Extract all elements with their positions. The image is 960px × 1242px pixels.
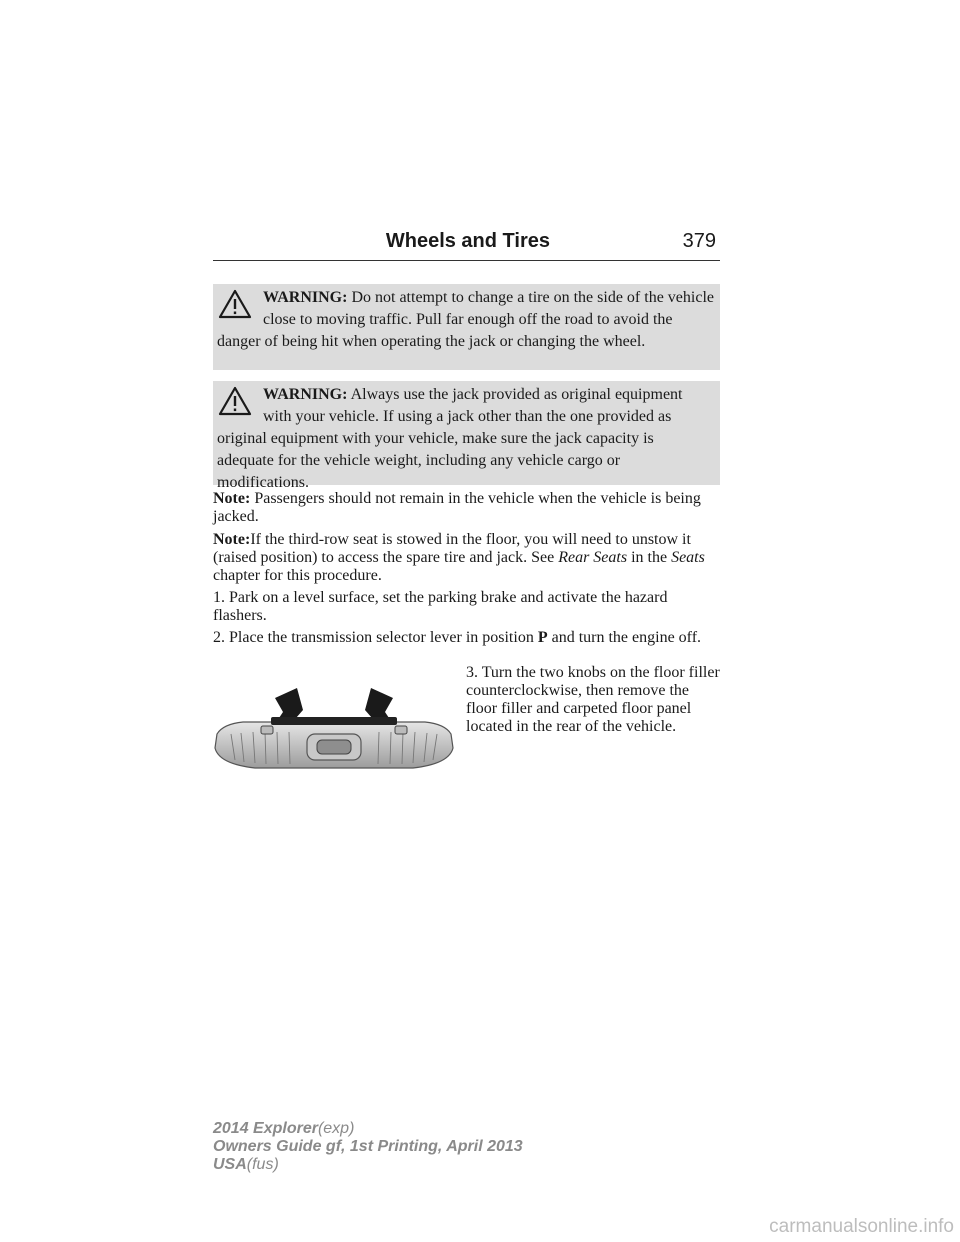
footer-market: USA [213,1156,247,1173]
page-header [213,228,720,261]
note-label: Note: [213,490,251,507]
warning-text: Always use the jack provided as original equipment with your vehicle. If using a jack other than the one provided as original equipment with your vehicle, make sure the jack capacity is adequate for the vehicle weight, including any vehicle cargo or modifications. [217,386,683,491]
step-3: 3. Turn the two knobs on the floor filler counterclockwise, then remove the floor filler and carpeted floor panel located in the rear of the vehicle. [466,664,720,735]
seats-chapter-reference: Seats [671,549,705,566]
floor-filler-illustration [213,686,455,786]
page-number: 379 [682,230,716,252]
warning-label: WARNING: [263,386,348,403]
step-2-text-end: and turn the engine off. [547,629,702,646]
warning-label: WARNING: [263,289,348,306]
watermark: carmanualsonline.info [769,1216,954,1237]
note-label: Note: [213,531,251,548]
step-2-text: 2. Place the transmission selector lever in position [213,629,538,646]
section-title: Wheels and Tires [385,230,550,252]
footer-line-3 [213,1156,523,1174]
footer-line-2: Owners Guide gf, 1st Printing, April 2013 [213,1138,523,1155]
note-text-end: chapter for this procedure. [213,567,382,584]
note-text-connector: in the [627,549,672,566]
step-1: 1. Park on a level surface, set the parking brake and activate the hazard flashers. [213,589,668,624]
warning-triangle-icon [215,386,255,422]
park-position: P [537,629,548,646]
warning-triangle-icon [215,289,255,325]
note-passengers [213,490,720,526]
footer-model-code: (exp) [317,1120,355,1137]
footer-line-1 [213,1120,523,1138]
page-footer [213,1120,523,1174]
note-text: If the third-row seat is stowed in the floor, you will need to unstow it (raised position) to access the spare tire and jack. See [213,531,691,566]
warning-box-2 [213,381,720,491]
warning-text: Do not attempt to change a tire on the side of the vehicle close to moving traffic. Pull far enough off the road to avoid the danger of being hit when operating the jack or changing the wheel. [217,289,714,350]
warning-box-1 [213,284,720,370]
note-text: Passengers should not remain in the vehicle when the vehicle is being jacked. [213,490,701,525]
rear-seats-reference: Rear Seats [558,549,628,566]
footer-market-code: (fus) [246,1156,279,1173]
note-third-row [213,531,720,585]
step-2 [213,629,720,647]
footer-model: 2014 Explorer [213,1120,318,1137]
